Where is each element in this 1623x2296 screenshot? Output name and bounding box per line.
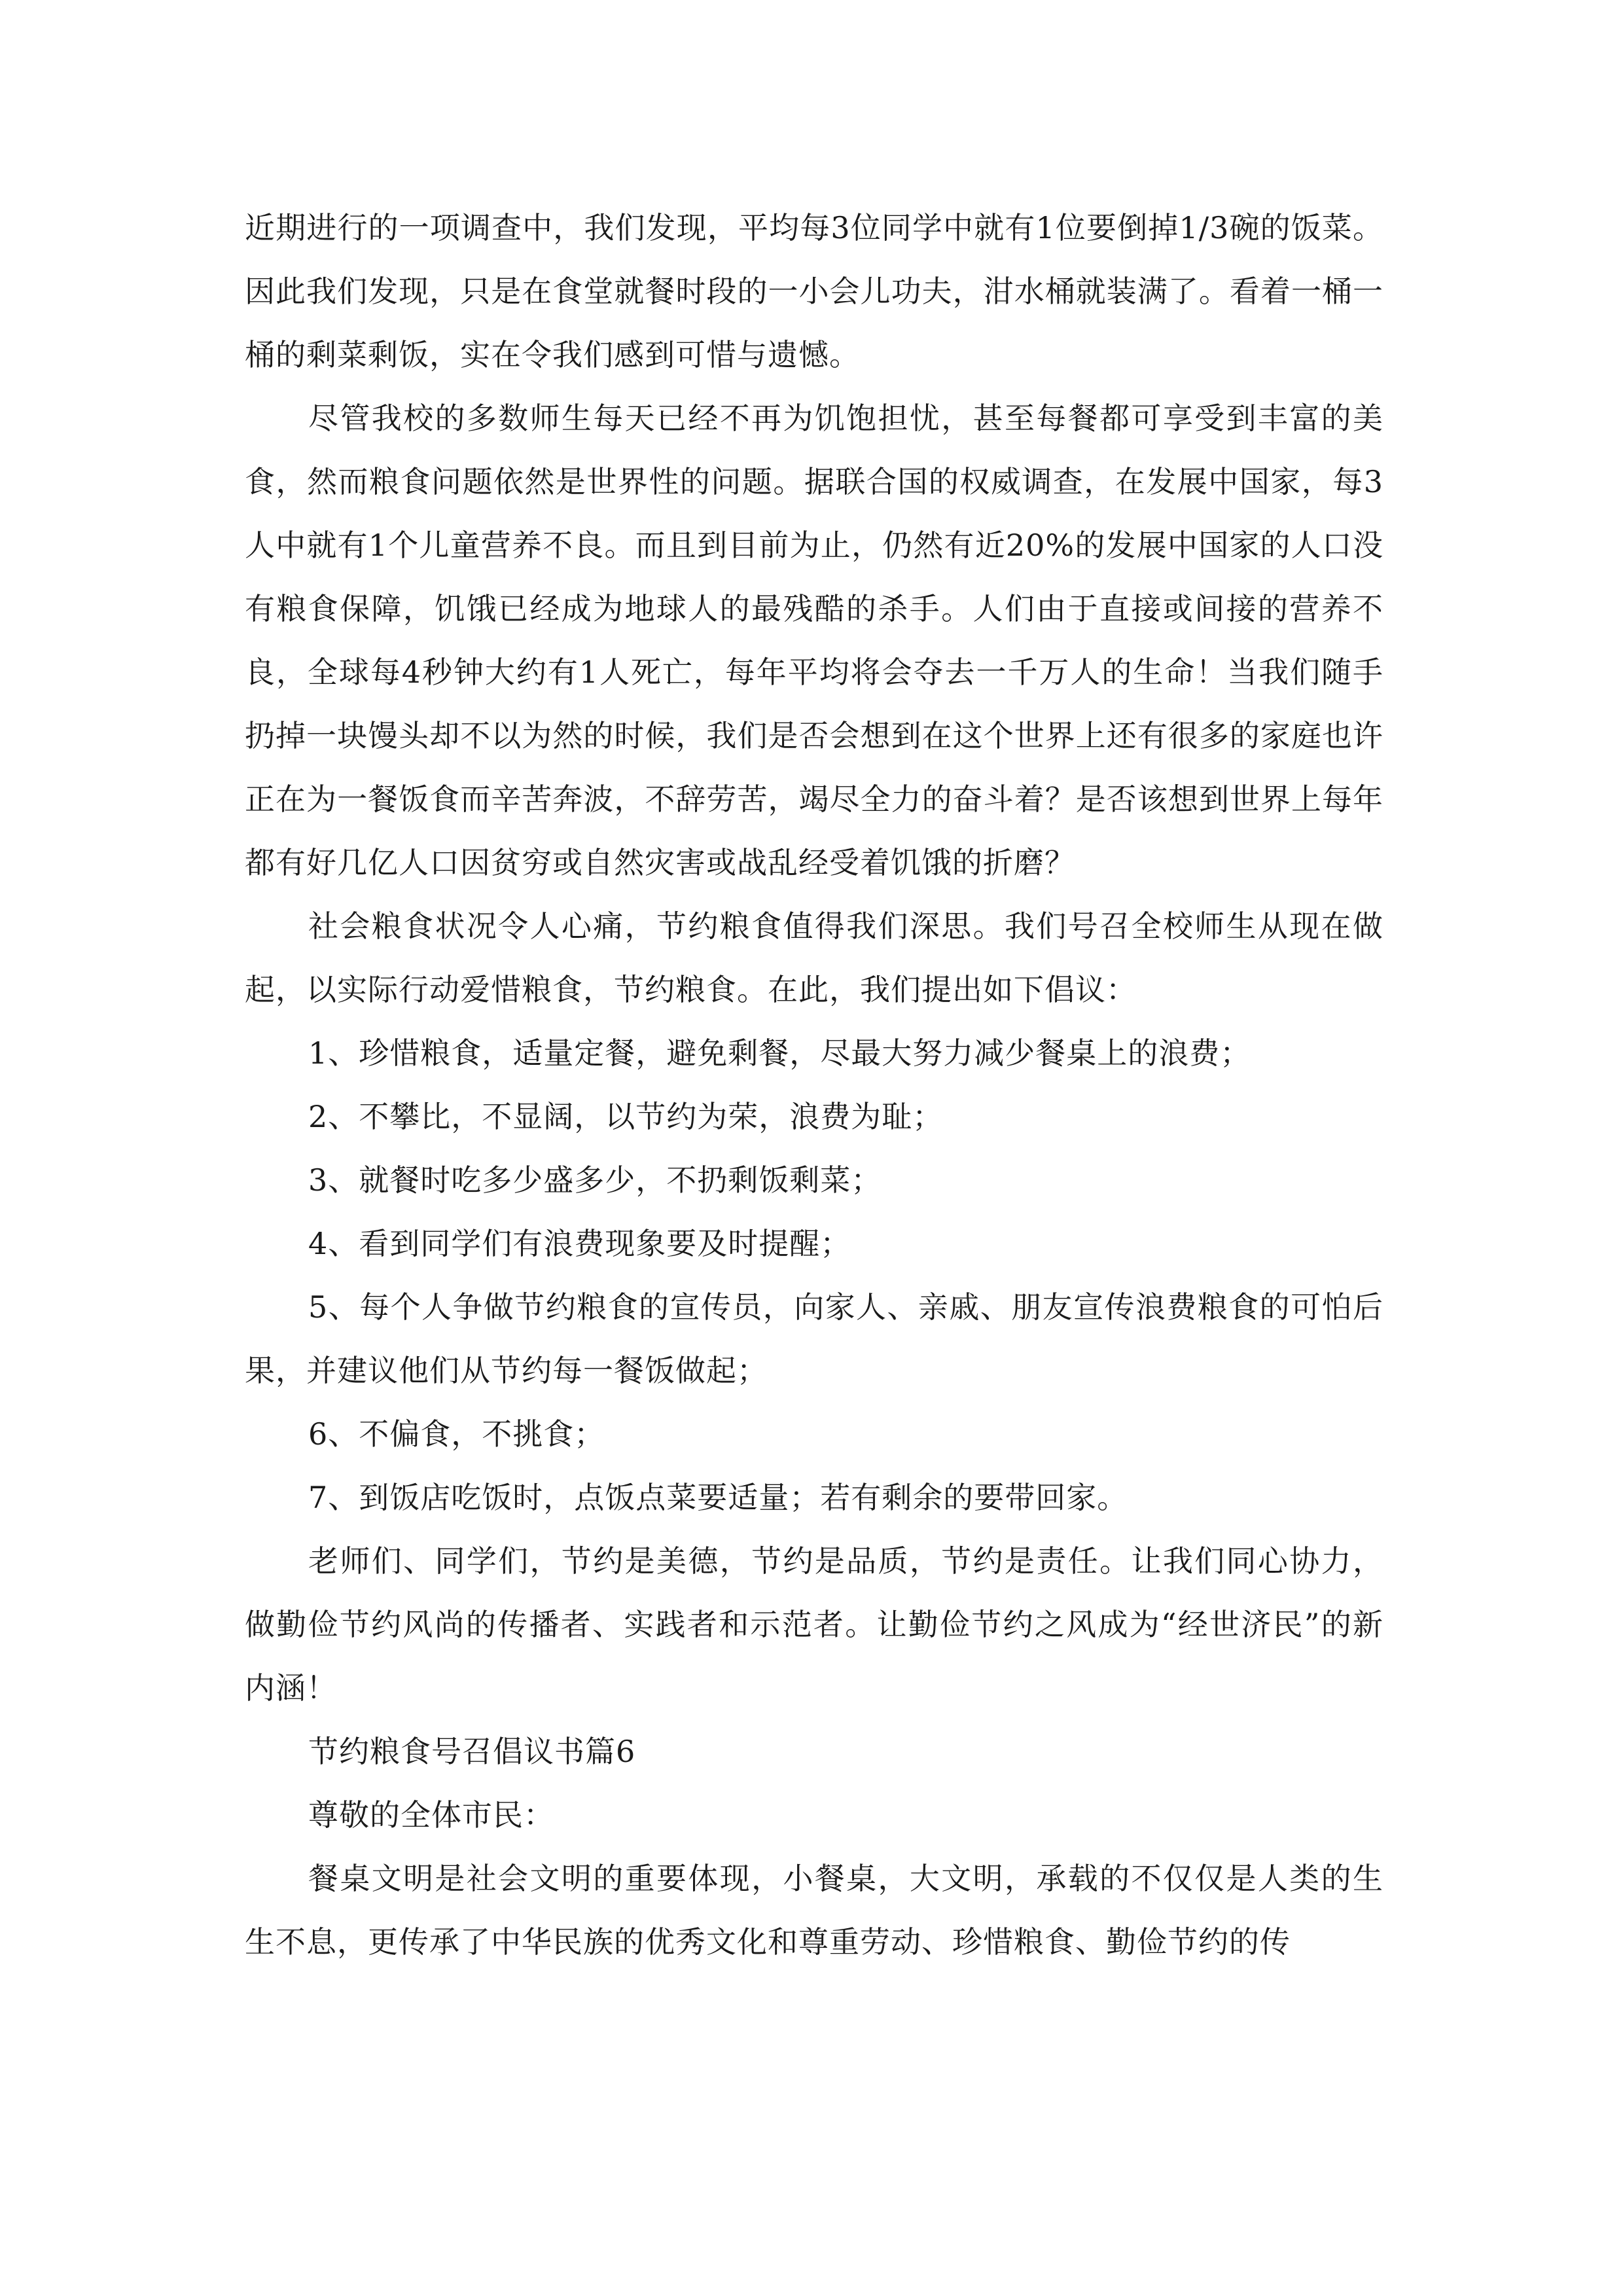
proposal-item-7: 7、到饭店吃饭时，点饭点菜要适量；若有剩余的要带回家。 [308,1480,1128,1515]
paragraph-survey-findings: 近期进行的一项调查中，我们发现，平均每3位同学中就有1位要倒掉1/3碗的饭菜。因此我们发现，只是在食堂就餐时段的一小会儿功夫，泔水桶就装满了。看着一桶一桶的剩菜剩饭，实在令我们感到可惜与遗憾。 [245,210,1383,372]
salutation: 尊敬的全体市民： [308,1797,554,1833]
proposal-item-6: 6、不偏食，不挑食； [308,1416,605,1452]
paragraph-call-to-action: 社会粮食状况令人心痛，节约粮食值得我们深思。我们号召全校师生从现在做起，以实际行动爱惜粮食，节约粮食。在此，我们提出如下倡议： [245,908,1383,1007]
paragraph-closing-appeal: 老师们、同学们，节约是美德，节约是品质，节约是责任。让我们同心协力，做勤俭节约风尚的传播者、实践者和示范者。让勤俭节约之风成为“经世济民”的新内涵！ [245,1543,1383,1706]
proposal-item-2: 2、不攀比，不显阔，以节约为荣，浪费为耻； [308,1099,944,1134]
proposal-item-1: 1、珍惜粮食，适量定餐，避免剩餐，尽最大努力减少餐桌上的浪费； [308,1035,1251,1071]
paragraph-world-food-problem: 尽管我校的多数师生每天已经不再为饥饱担忧，甚至每餐都可享受到丰富的美食，然而粮食问题依然是世界性的问题。据联合国的权威调查，在发展中国家，每3人中就有1个儿童营养不良。而且到目前为止，仍然有近20%的发展中国家的人口没有粮食保障，饥饿已经成为地球人的最残酷的杀手。人们由于直接或间接的营养不良，全球每4秒钟大约有1人死亡，每年平均将会夺去一千万人的生命！当我们随手扔掉一块馒头却不以为然的时候，我们是否会想到在这个世界上还有很多的家庭也许正在为一餐饭食而辛苦奔波，不辞劳苦，竭尽全力的奋斗着？是否该想到世界上每年都有好几亿人口因贫穷或自然灾害或战乱经受着饥饿的折磨？ [245,401,1383,880]
proposal-item-4: 4、看到同学们有浪费现象要及时提醒； [308,1226,851,1261]
proposal-item-5: 5、每个人争做节约粮食的宣传员，向家人、亲戚、朋友宣传浪费粮食的可怕后果，并建议他们从节约每一餐饭做起； [245,1289,1383,1388]
document-body [245,196,1383,1974]
proposal-item-3: 3、就餐时吃多少盛多少，不扔剩饭剩菜； [308,1162,882,1198]
section-heading: 节约粮食号召倡议书篇6 [308,1734,636,1769]
paragraph-table-civilization: 餐桌文明是社会文明的重要体现，小餐桌，大文明，承载的不仅仅是人类的生生不息，更传承了中华民族的优秀文化和尊重劳动、珍惜粮食、勤俭节约的传 [245,1861,1383,1960]
